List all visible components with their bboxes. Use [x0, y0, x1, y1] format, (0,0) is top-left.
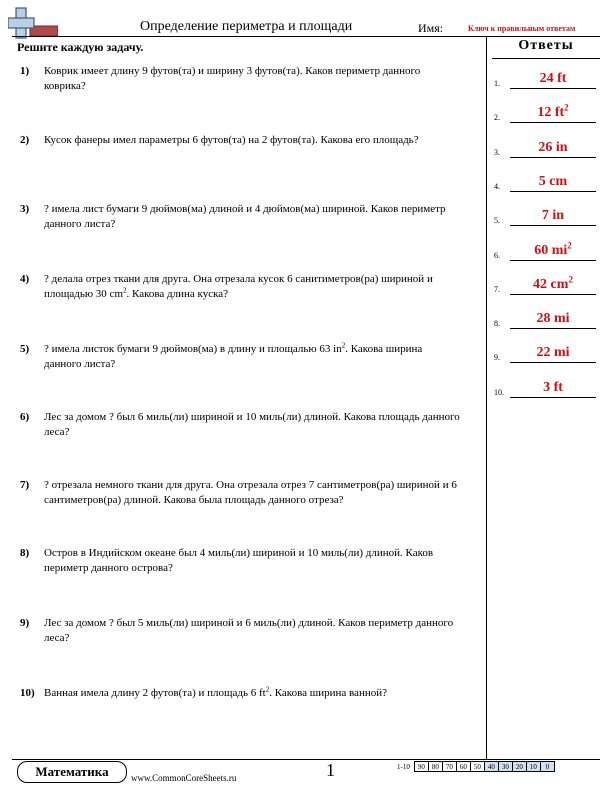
- score-cell: 20: [512, 762, 526, 772]
- answer-row: [494, 309, 598, 329]
- problem-text: [44, 616, 460, 646]
- answer-line: [510, 328, 596, 329]
- score-cell: 70: [442, 762, 456, 772]
- answer-number: 10.: [494, 387, 504, 397]
- answer-value: [510, 140, 596, 156]
- problem-text: [44, 202, 460, 232]
- problem-text-main: ? имела листок бумаги 9 дюймов(ма) в длину и площалью 63 in: [44, 343, 342, 355]
- answer-number: 1.: [494, 79, 500, 88]
- problem-item: [20, 64, 460, 94]
- answer-value-text: 5 cm: [538, 173, 568, 189]
- name-label: Имя:: [418, 21, 444, 35]
- score-table: [395, 761, 555, 772]
- problem-text-main: Лес за домом ? был 6 миль(ли) шириной и 10 миль(ли) длиной. Какова площадь данного леса?: [44, 411, 460, 438]
- problem-item: [20, 133, 460, 148]
- answer-number: 4.: [494, 181, 500, 191]
- problem-number: 4): [20, 273, 30, 285]
- problem-item: [20, 478, 460, 508]
- score-cell: 30: [498, 762, 512, 772]
- answer-value: [510, 71, 596, 87]
- problem-item: [20, 616, 460, 646]
- answer-value: [510, 239, 596, 259]
- answer-row: [494, 69, 598, 89]
- answer-value-text: 42 cm: [533, 276, 569, 292]
- answer-value: [510, 274, 596, 293]
- answer-number: 3.: [494, 147, 500, 157]
- column-divider: [486, 37, 487, 759]
- answer-value-text: 7 in: [541, 208, 565, 224]
- problem-number: 7): [20, 479, 30, 491]
- problem-text: [44, 686, 460, 701]
- answer-number: 9.: [494, 353, 500, 363]
- problem-superscript: 2: [265, 685, 270, 694]
- answer-number: 6.: [494, 250, 500, 260]
- answer-value: [510, 102, 596, 121]
- answer-value: [510, 380, 596, 396]
- answer-superscript: 2: [567, 239, 572, 250]
- answer-line: [510, 362, 596, 363]
- answer-line: [510, 260, 596, 261]
- problem-item: [20, 686, 460, 701]
- problem-number: 3): [20, 203, 30, 215]
- score-cell: 50: [470, 762, 484, 772]
- page-number: 1: [326, 760, 335, 780]
- problem-text: [44, 342, 460, 372]
- site-url: www.CommonCoreSheets.ru: [131, 773, 237, 783]
- subject-badge: Математика: [17, 761, 127, 783]
- problem-item: [20, 410, 460, 440]
- problem-text: [44, 410, 460, 440]
- score-range-label: 1-10: [397, 762, 410, 771]
- footer-divider: [12, 759, 600, 760]
- score-cell: 0: [540, 762, 554, 772]
- problem-text-tail: . Какова ширина данного листа?: [44, 343, 423, 370]
- answer-number: 5.: [494, 216, 500, 226]
- answer-value-text: 3 ft: [543, 379, 563, 395]
- answer-number: 7.: [494, 284, 500, 294]
- problem-text-main: Коврик имеет длину 9 футов(та) и ширину 3 футов(та). Каков периметр данного коврика?: [44, 65, 421, 92]
- answer-value: [510, 208, 596, 224]
- problem-text-main: Кусок фанеры имел параметры 6 футов(та) на 2 футов(та). Какова его площадь?: [44, 134, 419, 146]
- problem-number: 2): [20, 134, 30, 146]
- problem-text: [44, 133, 460, 148]
- answer-value: [510, 311, 596, 327]
- answer-row: [494, 103, 598, 123]
- problem-number: 8): [20, 547, 30, 559]
- answer-number: 2.: [494, 113, 500, 123]
- score-cell: 80: [428, 762, 442, 772]
- answer-value-text: 60 mi: [534, 242, 568, 258]
- problem-number: 9): [20, 617, 30, 629]
- score-cell: 60: [456, 762, 470, 772]
- plus-logo-icon: [8, 6, 58, 40]
- answer-line: [510, 191, 596, 192]
- problem-superscript: 2: [341, 341, 346, 350]
- answers-heading-underline: [492, 58, 600, 59]
- instructions: Решите каждую задачу.: [17, 40, 144, 54]
- problem-text-main: ? отрезала немного ткани для друга. Она отрезала отрез 7 сантиметров(ра) шириной и 6 сантиметров(ра) длиной. Какова была площадь данного отреза?: [44, 479, 457, 506]
- problem-text: [44, 64, 460, 94]
- answer-row: [494, 378, 598, 398]
- problem-text-main: Лес за домом ? был 5 миль(ли) шириной и 6 миль(ли) длиной. Каков периметр данного леса?: [44, 617, 454, 644]
- answer-number: 8.: [494, 319, 500, 329]
- answer-superscript: 2: [568, 274, 573, 285]
- answer-row: [494, 172, 598, 192]
- answer-value-text: 26 in: [538, 139, 568, 155]
- problem-text: [44, 272, 460, 302]
- problem-number: 1): [20, 65, 30, 77]
- answer-row: [494, 343, 598, 363]
- header-divider: [12, 36, 600, 37]
- answer-value-text: 24 ft: [539, 71, 567, 86]
- answer-line: [510, 88, 596, 89]
- answer-value-text: 12 ft: [537, 105, 565, 121]
- answer-value: [510, 174, 596, 190]
- answer-line: [510, 294, 596, 295]
- problem-item: [20, 202, 460, 232]
- problem-text: [44, 546, 460, 576]
- score-cell: 10: [526, 762, 540, 772]
- problem-text: [44, 478, 460, 508]
- problem-superscript: 2: [123, 286, 127, 295]
- answer-value: [510, 345, 596, 361]
- answer-key-label: Ключ к правильным ответам: [468, 24, 576, 33]
- answer-line: [510, 397, 596, 398]
- answer-row: [494, 275, 598, 295]
- problem-text-main: ? имела лист бумаги 9 дюймов(ма) длиной и 4 дюймов(ма) шириной. Каков периметр данного листа?: [44, 203, 446, 230]
- problem-text-main: Остров в Индийском океане был 4 миль(ли) шириной и 10 миль(ли) длиной. Каков периметр данного острова?: [44, 547, 434, 574]
- page-title: Определение периметра и площади: [140, 19, 353, 34]
- answer-row: [494, 206, 598, 226]
- answer-line: [510, 225, 596, 226]
- problem-item: [20, 272, 460, 302]
- problem-number: 5): [20, 343, 30, 355]
- score-cell: 90: [414, 762, 428, 772]
- answer-value-text: 22 mi: [536, 345, 570, 361]
- answer-superscript: 2: [564, 102, 569, 113]
- problem-text-tail: . Какова длина куска?: [126, 288, 229, 300]
- answers-heading: Ответы: [518, 38, 574, 53]
- problem-item: [20, 342, 460, 372]
- problem-text-tail: . Какова ширина ванной?: [269, 687, 387, 699]
- answer-line: [510, 122, 596, 123]
- answer-line: [510, 157, 596, 158]
- answer-value-text: 28 mi: [536, 311, 570, 327]
- problem-item: [20, 546, 460, 576]
- answer-row: [494, 241, 598, 261]
- problem-text-main: ? делала отрез ткани для друга. Она отрезала кусок 6 санитиметров(ра) шириной и площадью 30 cm: [44, 273, 433, 300]
- score-cell: 40: [484, 762, 498, 772]
- problem-number: 6): [20, 411, 30, 423]
- problem-number: 10): [20, 687, 35, 699]
- answer-row: [494, 138, 598, 158]
- problem-text-main: Ванная имела длину 2 футов(та) и площадь 6 ft: [44, 687, 266, 699]
